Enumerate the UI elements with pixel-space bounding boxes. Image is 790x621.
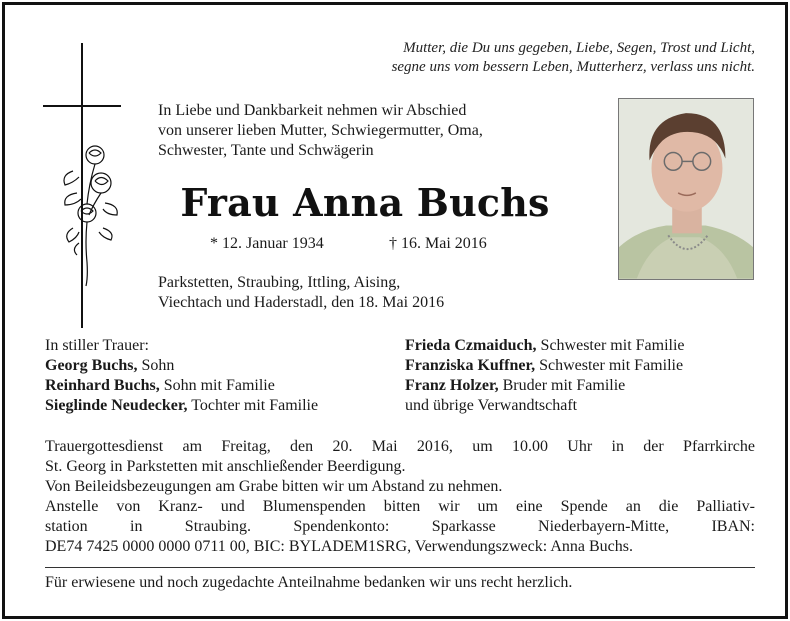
intro-line-3: Schwester, Tante und Schwägerin: [158, 142, 374, 159]
intro-text: [158, 101, 598, 161]
mourner-relation: Bruder mit Familie: [498, 377, 626, 394]
places-and-date: [158, 273, 598, 313]
mourner-relation: Schwester mit Familie: [536, 337, 685, 354]
mourner-relation: Tochter mit Familie: [187, 397, 319, 414]
mourner-name: Sieglinde Neudecker,: [45, 397, 188, 414]
divider: [45, 567, 755, 568]
donation-line-1: Anstelle von Kranz- und Blumenspenden bitten wir um eine Spende an die Palliativ-: [45, 498, 755, 515]
mourner-row: [405, 356, 765, 376]
mourner-row: [405, 376, 765, 396]
poem-line-1: Mutter, die Du uns gegeben, Liebe, Segen, Trost und Licht,: [403, 40, 755, 56]
donation-line-3: DE74 7425 0000 0000 0711 00, BIC: BYLADEM1SRG, Verwendungszweck: Anna Buchs.: [45, 538, 633, 555]
thanks-note: Für erwiesene und noch zugedachte Anteilnahme bedanken wir uns recht herzlich.: [45, 574, 573, 591]
cross-with-roses-icon: [43, 43, 129, 328]
poem: [135, 39, 755, 77]
death-date: † 16. Mai 2016: [389, 235, 487, 252]
portrait-photo: [618, 98, 754, 280]
poem-line-2: segne uns vom bessern Leben, Mutterherz, verlass uns nicht.: [391, 59, 755, 75]
birth-date: * 12. Januar 1934: [210, 235, 324, 252]
mourner-row-relatives: und übrige Verwandtschaft: [405, 397, 578, 414]
mourner-row: [45, 396, 405, 416]
mourners-right-column: [405, 336, 765, 416]
mourner-name: Georg Buchs,: [45, 357, 138, 374]
deceased-name: Frau Anna Buchs: [180, 180, 550, 225]
mourner-relation: Sohn mit Familie: [159, 377, 275, 394]
condolence-note: Von Beileidsbezeugungen am Grabe bitten wir um Abstand zu nehmen.: [45, 478, 503, 495]
mourner-name: Franziska Kuffner,: [405, 357, 536, 374]
places-line-2: Viechtach und Haderstadl, den 18. Mai 2016: [158, 294, 445, 311]
mourners-heading: In stiller Trauer:: [45, 337, 149, 354]
places-line-1: Parkstetten, Straubing, Ittling, Aising,: [158, 274, 401, 291]
mourners-left-column: [45, 336, 405, 416]
mourner-name: Franz Holzer,: [405, 377, 499, 394]
service-line-1: Trauergottesdienst am Freitag, den 20. Mai 2016, um 10.00 Uhr in der Pfarrkirche: [45, 438, 755, 455]
service-line-2: St. Georg in Parkstetten mit anschließender Beerdigung.: [45, 458, 406, 475]
intro-line-2: von unserer lieben Mutter, Schwiegermutter, Oma,: [158, 122, 483, 139]
mourner-row: [45, 376, 405, 396]
mourner-row: [45, 356, 405, 376]
intro-line-1: In Liebe und Dankbarkeit nehmen wir Abschied: [158, 102, 467, 119]
obituary-frame: [2, 2, 788, 619]
service-information: [45, 437, 755, 557]
mourner-row: [405, 336, 765, 356]
mourner-relation: Sohn: [137, 357, 175, 374]
mourner-name: Reinhard Buchs,: [45, 377, 160, 394]
mourner-relation: Schwester mit Familie: [535, 357, 684, 374]
donation-line-2: station in Straubing. Spendenkonto: Sparkasse Niederbayern-Mitte, IBAN:: [45, 518, 755, 535]
mourner-name: Frieda Czmaiduch,: [405, 337, 537, 354]
